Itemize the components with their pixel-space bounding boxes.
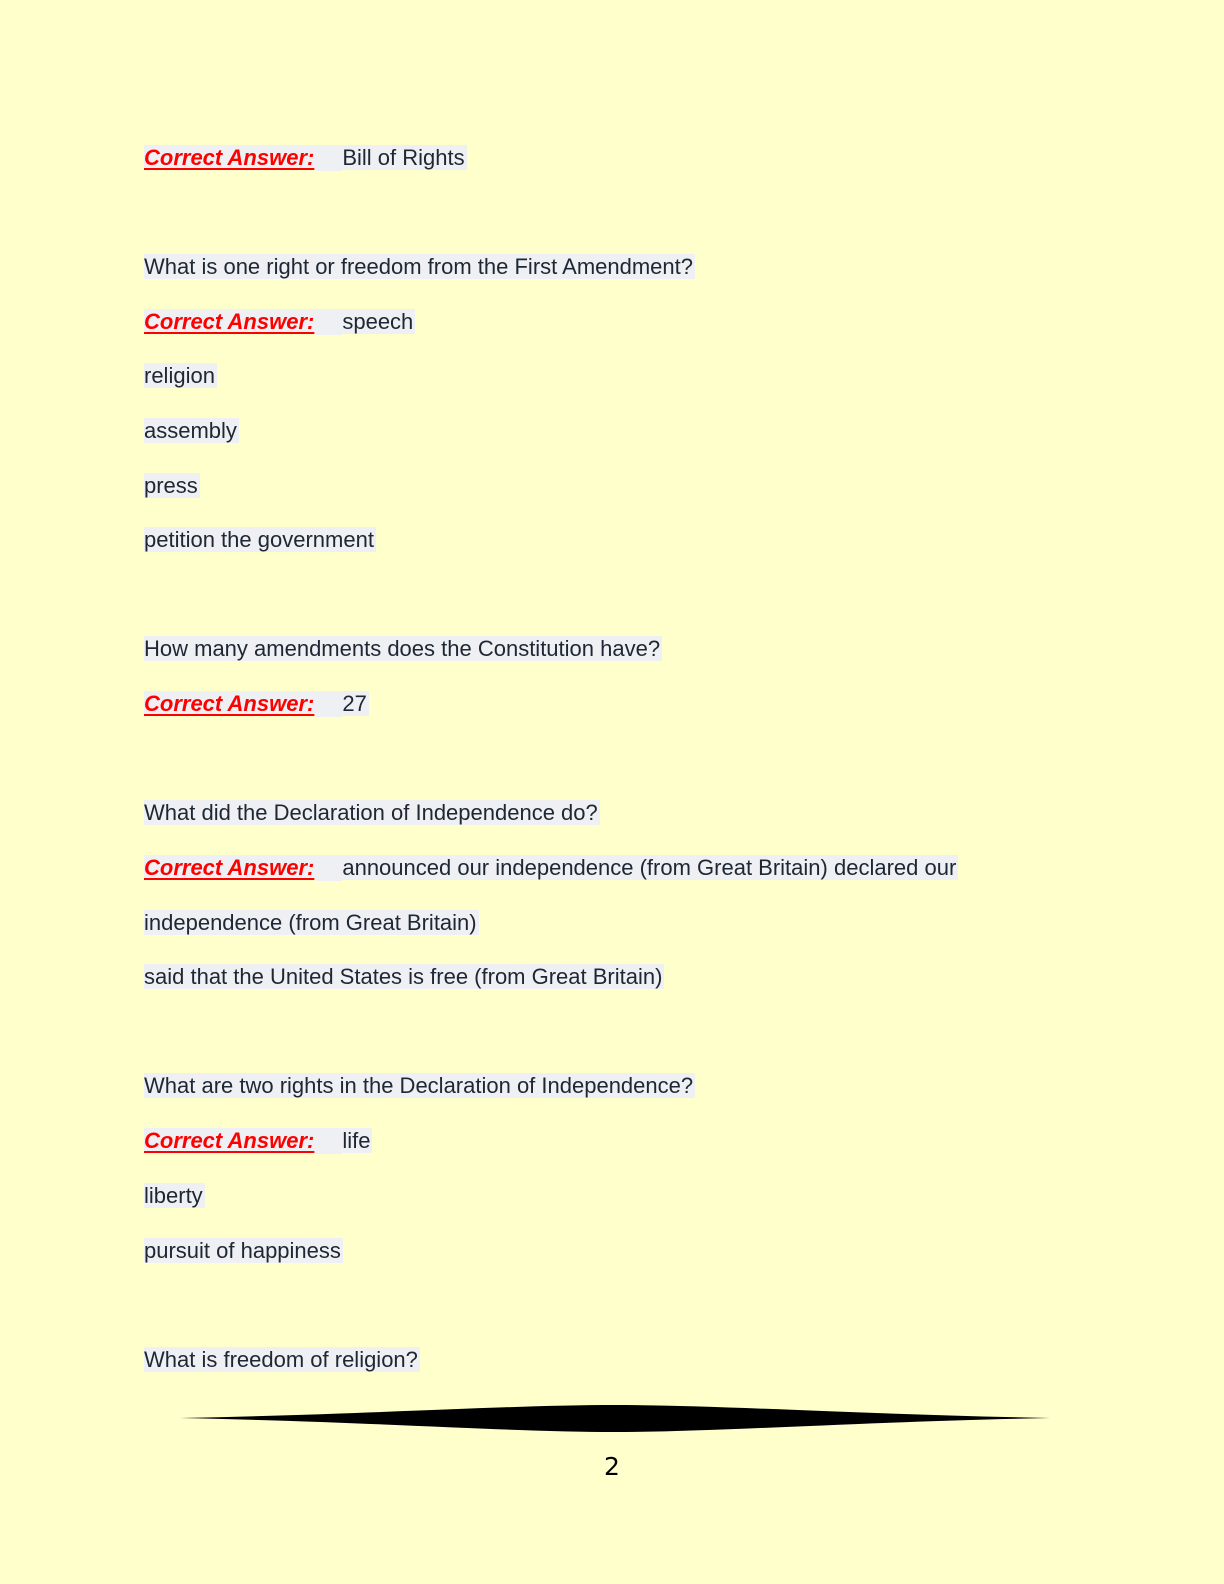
answer-text: assembly	[144, 418, 237, 443]
correct-answer-label: Correct Answer:	[144, 855, 315, 880]
answer-continuation	[144, 910, 479, 936]
answer-option-press	[144, 473, 200, 499]
answer-option-petition	[144, 527, 376, 553]
answer-option-assembly	[144, 418, 239, 444]
question-text: What did the Declaration of Independence do?	[144, 800, 598, 825]
correct-answer-label: Correct Answer:	[144, 691, 315, 716]
answer-line-5	[144, 1128, 372, 1154]
answer-text: press	[144, 473, 198, 498]
correct-answer-label: Correct Answer:	[144, 309, 315, 334]
page-number: 2	[604, 1452, 620, 1481]
question-amendments-count	[144, 636, 662, 662]
answer-option-liberty	[144, 1183, 205, 1209]
answer-text: speech	[342, 309, 414, 334]
answer-text: life	[342, 1128, 371, 1153]
answer-option-happiness	[144, 1238, 343, 1264]
answer-text: said that the United States is free (from Great Britain)	[144, 964, 663, 989]
correct-answer-label: Correct Answer:	[144, 1128, 315, 1153]
answer-option-religion	[144, 363, 217, 389]
answer-text: announced our independence (from Great Britain) declared our	[342, 855, 957, 880]
answer-text: independence (from Great Britain)	[144, 910, 477, 935]
answer-text: petition the government	[144, 527, 374, 552]
question-first-amendment	[144, 254, 695, 280]
question-declaration	[144, 800, 600, 826]
correct-answer-label: Correct Answer:	[144, 145, 315, 170]
question-freedom-religion	[144, 1347, 420, 1373]
question-two-rights	[144, 1073, 695, 1099]
answer-text: pursuit of happiness	[144, 1238, 341, 1263]
question-text: What are two rights in the Declaration of Independence?	[144, 1073, 694, 1098]
answer-text: 27	[342, 691, 367, 716]
answer-option-free	[144, 964, 664, 990]
question-text: What is freedom of religion?	[144, 1347, 418, 1372]
answer-text: religion	[144, 363, 215, 388]
answer-text: liberty	[144, 1183, 203, 1208]
tapered-divider-icon	[180, 1404, 1050, 1436]
answer-line-4	[144, 855, 958, 881]
question-text: What is one right or freedom from the First Amendment?	[144, 254, 694, 279]
answer-line-3	[144, 691, 369, 717]
question-text: How many amendments does the Constitution have?	[144, 636, 661, 661]
answer-text: Bill of Rights	[342, 145, 465, 170]
answer-line-1	[144, 145, 467, 171]
answer-line-2	[144, 309, 415, 335]
